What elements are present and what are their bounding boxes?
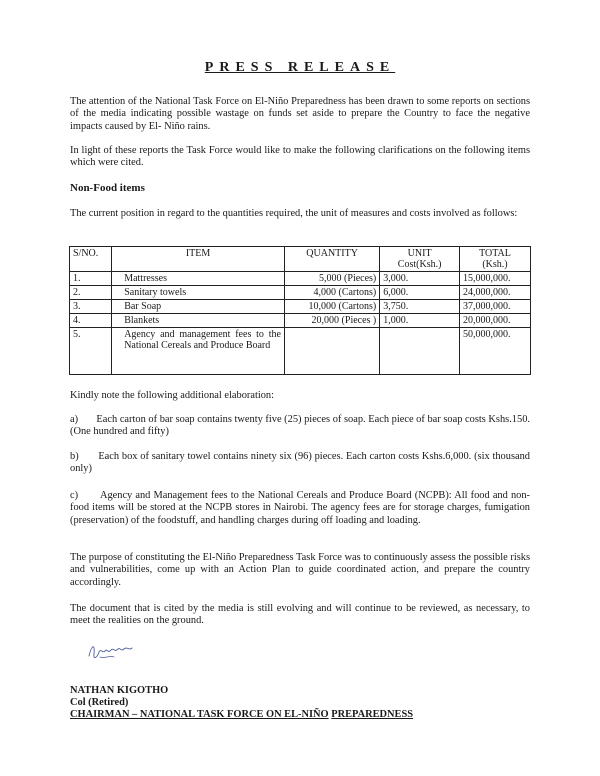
cell-quantity: 4,000 (Cartons) [284,286,379,300]
table-row [70,272,531,286]
signatory-name: NATHAN KIGOTHO [70,685,169,696]
cell-sno: 3. [70,300,112,314]
cell-unit-cost [380,328,460,375]
page-title: PRESS RELEASE [204,60,396,75]
cell-sno: 4. [70,314,112,328]
cell-total: 50,000,000. [459,328,530,375]
header-unit-cost: UNIT Cost(Ksh.) [380,247,460,272]
section-heading: Non-Food items [70,182,145,194]
cell-sno: 2. [70,286,112,300]
header-quantity: QUANTITY [284,247,379,272]
header-total: TOTAL (Ksh.) [459,247,530,272]
header-item: ITEM [112,247,285,272]
table-row [70,300,531,314]
cell-total: 37,000,000. [459,300,530,314]
cell-item: Sanitary towels [112,286,285,300]
signatory-position: CHAIRMAN – NATIONAL TASK FORCE ON EL-NIÑO PREPAREDNESS [70,709,414,720]
elaboration-b: b) Each box of sanitary towel contains ninety six (96) pieces. Each carton costs Kshs.6,000. (six thousand only) [70,451,530,475]
table-row [70,286,531,300]
cell-total: 15,000,000. [459,272,530,286]
cell-item: Agency and management fees to the National Cereals and Produce Board [112,328,285,375]
cell-total: 20,000,000. [459,314,530,328]
elaboration-c: c) Agency and Management fees to the National Cereals and Produce Board (NCPB): All food and non-food items will be stored at the NCPB stores in Nairobi. The agency fees are for storage charges, fumigation (preservation) of the foodstuff, and handling charges during off loading and loading. [70,490,530,526]
elaboration-a: a) Each carton of bar soap contains twenty five (25) pieces of soap. Each piece of bar soap costs Kshs.150. (One hundred and fifty) [70,414,530,438]
purpose-paragraph: The purpose of constituting the El-Niño Preparedness Task Force was to continuously assess the possible risks and vulnerabilities, come up with an Action Plan to guide coordinated action, and prepare the country accordingly. [70,552,530,588]
handwritten-signature [86,640,146,662]
cell-item: Blankets [112,314,285,328]
cell-quantity [284,328,379,375]
document-paragraph: The document that is cited by the media is still evolving and will continue to be reviewed, as necessary, to meet the realities on the ground. [70,603,530,627]
cell-quantity: 20,000 (Pieces ) [284,314,379,328]
clarification-paragraph: In light of these reports the Task Force would like to make the following clarifications on the following items which were cited. [70,145,530,169]
table-row [70,328,531,375]
table-row [70,314,531,328]
cell-unit-cost: 1,000. [380,314,460,328]
current-position-paragraph: The current position in regard to the quantities required, the unit of measures and costs involved as follows: [70,208,518,219]
cell-sno: 1. [70,272,112,286]
cell-sno: 5. [70,328,112,375]
cell-unit-cost: 3,000. [380,272,460,286]
cell-total: 24,000,000. [459,286,530,300]
elaboration-intro: Kindly note the following additional elaboration: [70,390,275,401]
cell-quantity: 10,000 (Cartons) [284,300,379,314]
cell-quantity: 5,000 (Pieces) [284,272,379,286]
items-table [69,246,531,375]
header-sno: S/NO. [70,247,112,272]
cell-item: Bar Soap [112,300,285,314]
cell-unit-cost: 6,000. [380,286,460,300]
cell-item: Mattresses [112,272,285,286]
table-header-row [70,247,531,272]
intro-paragraph: The attention of the National Task Force on El-Niño Preparedness has been drawn to some reports on sections of the media indicating possible wastage on funds set aside to prepare the Country to face the negative impacts caused by El- Niño rains. [70,96,530,132]
cell-unit-cost: 3,750. [380,300,460,314]
signatory-rank: Col (Retired) [70,697,129,708]
